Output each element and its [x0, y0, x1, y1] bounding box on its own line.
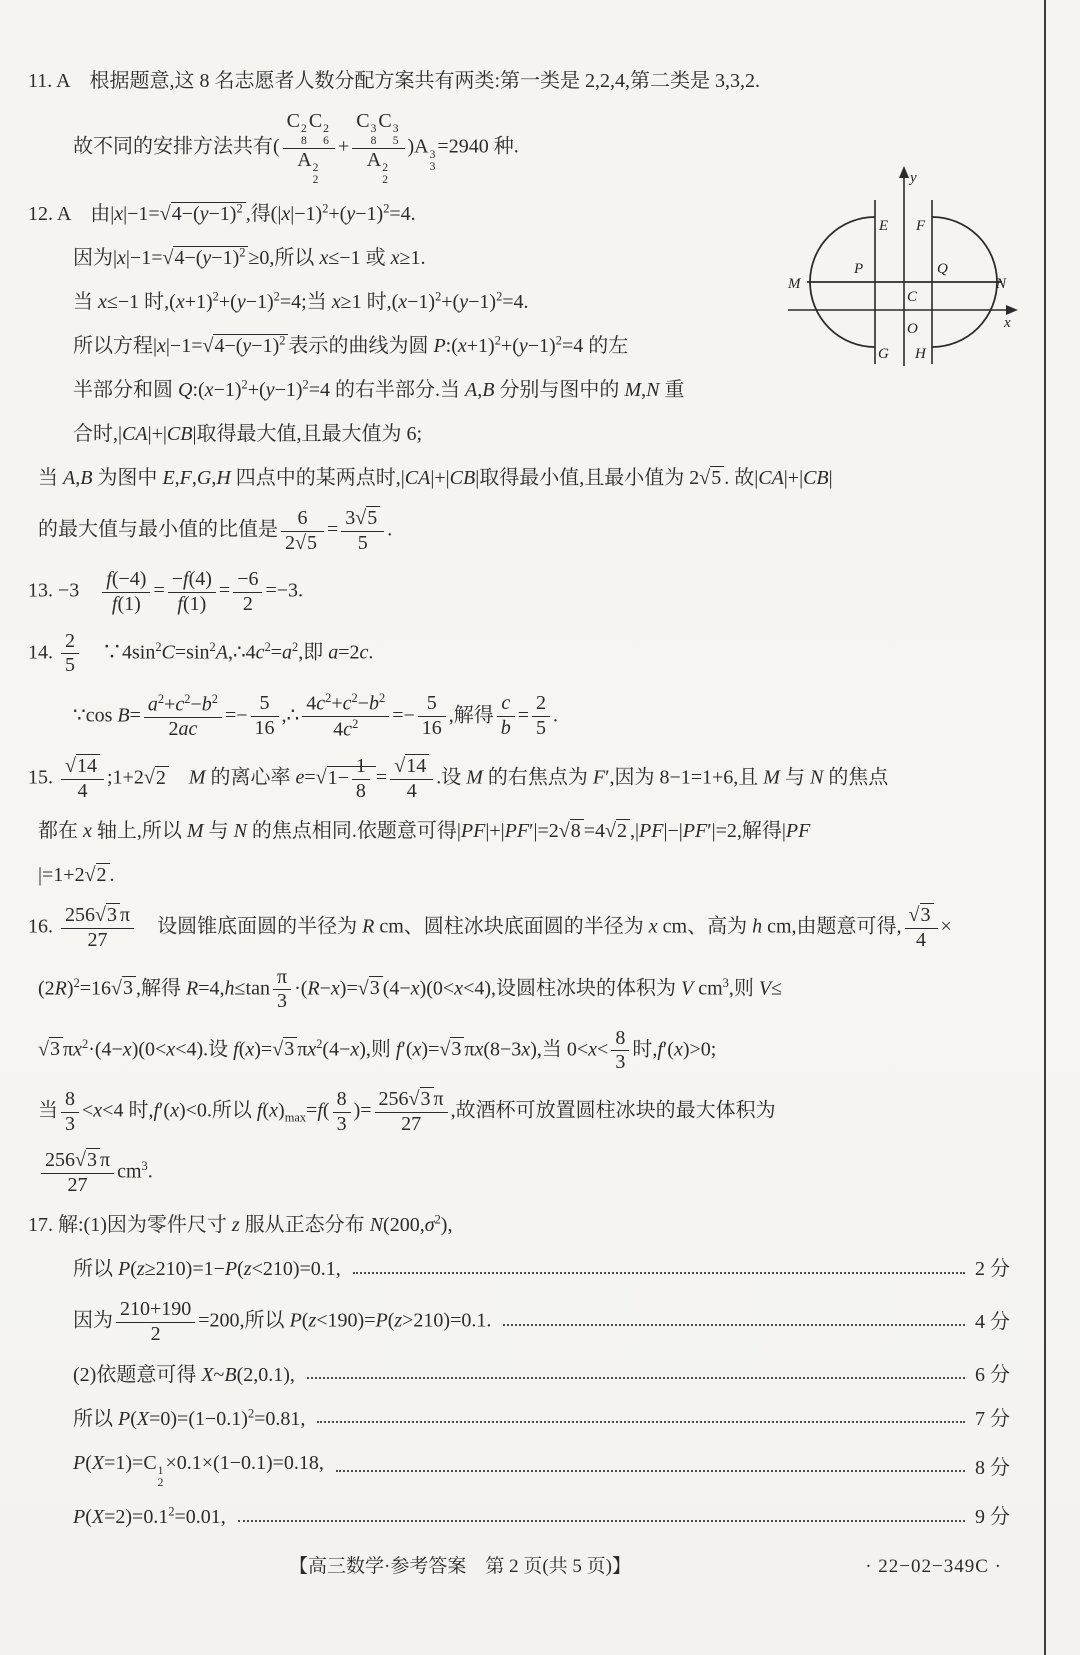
answer-line: [73, 1298, 1010, 1346]
figure-label-P: P: [854, 261, 864, 277]
footer-title: 【高三数学·参考答案 第 2 页(共 5 页)】: [289, 1556, 631, 1577]
answer-line: 16. $\frac{256√3 \pi}{27}$ 设圆锥底面圆的半径为 R cm、圆柱冰块底面圆的半径为 x cm、高为 h cm,由题意可得, $\frac{√3}{4}$ ×: [28, 904, 952, 951]
score-label: 7 分: [975, 1407, 1010, 1430]
answer-line: ∵cos B= $\frac{a^2+c^2-b^2}{2ac}$ =− $\frac{5}{16}$ ,∴ $\frac{4c^2+c^2-b^2}{4c^2}$ =− $\frac{5}{16}$ ,解得 $\frac{c}{b}$ = $\frac{2}{5}$ .: [73, 690, 559, 741]
answer-line: 因为$|x|-1=√4-(y-1)^2 \ge 0$,所以 x≤−1 或 x≥1.: [73, 245, 426, 270]
answer-line: 11. A 根据题意,这 8 名志愿者人数分配方案共有两类:第一类是 2,2,4,第二类是 3,3,2.: [28, 70, 761, 92]
figure-label-N: N: [996, 276, 1007, 292]
figure-label-y: y: [910, 170, 917, 186]
answer-line: 当 $\frac{8}{3}$ <x<4 时,f′(x)<0.所以 $f(x)_{max}=f$( $\frac{8}{3}$ )= $\frac{256√3 \pi}{27}$ ,故酒杯可放置圆柱冰块的最大体积为: [38, 1087, 776, 1135]
answer-line: 15. $\frac{√14}{4}$ ;1+2√2 M 的离心率 e=√1− $\frac{1}{8}$ = $\frac{√14}{4}$ .设 M 的右焦点为 F′,因为 8−1=1+6,且 M 与 N 的焦点: [28, 755, 889, 802]
answer-line: 所以方程$|x|-1=√4-(y-1)^2$ 表示的曲线为圆 $P:(x+1)^2+(y-1)^2=4$ 的左: [73, 333, 629, 358]
figure-label-C: C: [907, 289, 918, 305]
answer-line: [73, 1254, 1010, 1285]
answer-line: [73, 1360, 1010, 1391]
line-text: (2)依题意可得 X~B(2,0.1),: [73, 1363, 295, 1386]
answer-line: |=1+2√2 .: [38, 864, 115, 887]
dotted-leader: [353, 1272, 965, 1274]
figure-label-E: E: [879, 218, 889, 234]
figure-label-M: M: [788, 276, 801, 292]
answer-line: 合时,|CA|+|CB|取得最大值,且最大值为 6;: [73, 423, 422, 446]
figure-label-Q: Q: [937, 261, 948, 277]
answer-line: [73, 1404, 1010, 1435]
y-axis-arrow: [899, 166, 909, 178]
answer-line: 都在 x 轴上,所以 M 与 N 的焦点相同.依题意可得|PF|+|PF′|=2√8 =4√2 ,|PF|−|PF′|=2,解得|PF: [38, 820, 811, 843]
dotted-leader: [307, 1377, 965, 1379]
answer-line: 的最大值与最小值的比值是 $\frac{6}{2√5}$ = $\frac{3√5}{5}$ .: [38, 507, 393, 554]
answer-line: 17. 解:(1)因为零件尺寸 z 服从正态分布 $N(200,\sigma^2)$,: [28, 1212, 453, 1237]
dotted-leader: [317, 1421, 965, 1423]
answer-line: 12. A 由$|x|-1=√4-(y-1)^2$ ,得$(|x|-1)^2+(y-1)^2=4$.: [28, 201, 416, 226]
answer-line: 当 x≤−1 时$,(x+1)^2+(y-1)^2=4$;当 x≥1 时$,(x-1)^2+(y-1)^2=4$.: [73, 289, 529, 314]
answer-line: $\frac{256√3 \pi}{27}$ $cm^3$.: [38, 1149, 1010, 1197]
x-axis-arrow: [1006, 305, 1018, 315]
score-label: 2 分: [975, 1258, 1010, 1281]
figure-label-G: G: [878, 346, 889, 362]
figure-labels: [787, 170, 1011, 362]
answer-line: √3 $\pi x^2\cdot(4-x)(0<x<4)$.设 f(x)=√3 $\pi x^2(4-x)$,则 f′(x)=√3 πx(8−3x),当 0<x< $\frac{8}{3}$ 时,f′(x)>0;: [38, 1026, 717, 1074]
line-text: P(X=1)=C 1 2 ×0.1×(1−0.1)=0.18,: [73, 1451, 324, 1489]
figure-label-F: F: [916, 218, 926, 234]
answer-line: [73, 1502, 1010, 1533]
figure-label-H: H: [915, 346, 926, 362]
line-text: 所以 $P(X=0)=(1-0.1)^2=0.81$,: [73, 1405, 306, 1430]
answer-line: 14. $\frac{2}{5}$ $\because 4\sin^2C=\sin^2A,\therefore 4c^2=a^2$,即 a=2c.: [28, 629, 374, 677]
score-label: 9 分: [975, 1506, 1010, 1529]
answer-line: 当 A,B 为图中 E,F,G,H 四点中的某两点时,|CA|+|CB|取得最小值,且最小值为 2√5 . 故|CA|+|CB|: [38, 467, 833, 490]
dotted-leader: [238, 1520, 965, 1522]
score-label: 8 分: [975, 1456, 1010, 1479]
line-text: $P(X=2)=0.1^2=0.01$,: [73, 1504, 226, 1529]
answer-line: 故不同的安排方法共有( C 2 8 C 2 6 A 2 2 + C 3 8 C 3 5 A 2 2 )A 3 3 =2940 种.: [73, 110, 519, 186]
figure-label-O: O: [907, 321, 918, 337]
dotted-leader: [503, 1324, 965, 1326]
figure-12: [750, 160, 1026, 372]
page-edge-line: [1044, 0, 1046, 1655]
coordinate-diagram: [750, 160, 1026, 372]
answer-line: 半部分和圆 $Q:(x-1)^2+(y-1)^2=4$ 的右半部分.当 A,B 分别与图中的 M,N 重: [73, 377, 685, 402]
figure-label-x: x: [1004, 315, 1011, 331]
line-text: 所以 P(z≥210)=1−P(z<210)=0.1,: [73, 1258, 341, 1281]
page-footer: [0, 1552, 1080, 1592]
score-label: 4 分: [975, 1310, 1010, 1333]
answer-line: [73, 1448, 1010, 1490]
dotted-leader: [336, 1470, 965, 1472]
score-label: 6 分: [975, 1363, 1010, 1386]
answer-line: 13. −3 $\frac{f(-4)}{f(1)}$ = $\frac{-f(4)}{f(1)}$ = $\frac{-6}{2}$ =−3.: [28, 568, 304, 615]
line-text: 因为 $\frac{210+190}{2}$ =200,所以 P(z<190)=P(z>210)=0.1.: [73, 1298, 492, 1345]
footer-code: · 22−02−349C ·: [865, 1556, 1002, 1577]
answer-line: $(2R)^2=16√3$ ,解得 R=4,h≤tan $\frac{\pi}{3}$ ·(R−x)=√3 (4−x)(0<x<4),设圆柱冰块的体积为 V $cm^3$,则 V≤: [38, 965, 783, 1013]
